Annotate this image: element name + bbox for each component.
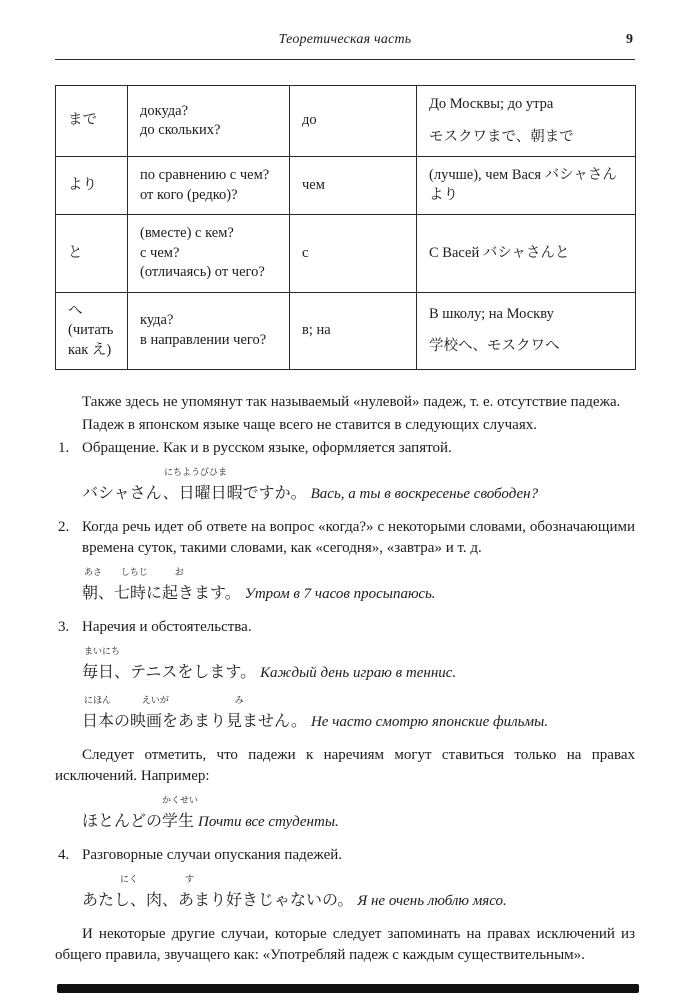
russian-translation: Каждый день играю в теннис. [260, 665, 457, 681]
list-number: 4. [58, 847, 70, 863]
japanese-text: バシャさん、日曜日暇ですか。 [82, 483, 307, 502]
japanese-text: 朝、七時に起きます。 [82, 583, 241, 602]
question-line: по сравнению с чем? [140, 167, 270, 183]
running-title: Теоретическая часть [278, 32, 412, 47]
example-line: С Васей バシャさんと [429, 244, 570, 261]
questions-cell [128, 215, 290, 293]
japanese-example-3c [82, 796, 635, 834]
particles-table [55, 85, 636, 370]
furigana-line [82, 696, 635, 707]
japanese-example-3a [82, 647, 635, 685]
russian-translation: Утром в 7 часов просыпаюсь. [244, 586, 436, 602]
question-line: в направлении чего? [140, 331, 267, 348]
paragraph-adverb-note: Следует отметить, что падежи к наречиям могут ставиться только на правах исключений. Например: [55, 747, 635, 784]
examples-cell [417, 157, 636, 215]
furigana-line [82, 568, 635, 579]
particle-cell [56, 292, 128, 370]
question-line: куда? [140, 312, 174, 329]
questions-cell [128, 157, 290, 215]
japanese-example-4 [82, 875, 635, 913]
example-sentence [82, 581, 635, 606]
case-cell: чем [290, 157, 417, 215]
particle-note: (читать как え) [68, 322, 114, 358]
page-header [55, 32, 635, 52]
page-number: 9 [626, 32, 633, 47]
questions-cell [128, 292, 290, 370]
furigana-line [82, 647, 635, 658]
page-bottom-scan-bar [57, 984, 639, 993]
furigana-segment: しちじ [120, 568, 148, 578]
list-number: 2. [58, 519, 70, 535]
questions-cell [128, 86, 290, 157]
list-item-3 [55, 617, 635, 638]
list-item-2 [55, 517, 635, 559]
japanese-example-3b [82, 696, 635, 734]
japanese-text: ほとんどの学生 [82, 811, 195, 830]
paragraph-intro-cases: Падеж в японском языке чаще всего не ставится в следующих случаях. [82, 417, 537, 433]
example-line: (лучше), чем Вася バシャさん より [429, 167, 617, 203]
example-line: До Москвы; до утра [429, 96, 554, 112]
particle-text: へ [68, 302, 83, 319]
furigana-segment: えいが [141, 696, 169, 706]
furigana-segment: あさ [84, 568, 103, 578]
japanese-text: 毎日、テニスをします。 [82, 662, 257, 681]
question-line: (вместе) с кем? [140, 225, 234, 241]
table-row [56, 157, 636, 215]
furigana-segment: まいにち [84, 647, 121, 657]
russian-translation: Почти все студенты. [198, 814, 339, 830]
example-line: 学校へ、モスクワへ [429, 338, 560, 355]
examples-cell [417, 86, 636, 157]
particle-cell: より [56, 157, 128, 215]
list-item-text: Разговорные случаи опускания падежей. [82, 847, 343, 863]
paragraph-null-case: Также здесь не упомянут так называемый «нулевой» падеж, т. е. отсутствие падежа. [82, 394, 621, 410]
example-sentence [82, 481, 635, 506]
furigana-segment: にちようびひま [164, 468, 228, 478]
table-row [56, 292, 636, 370]
paragraph-closing: И некоторые другие случаи, которые следует запоминать на правах исключений из общего правила, звучащего как: «Употребляй падеж с каждым существительным». [55, 926, 635, 963]
case-cell: с [290, 215, 417, 293]
header-rule [55, 59, 635, 60]
example-line: В школу; на Москву [429, 305, 554, 322]
furigana-segment: かくせい [162, 796, 199, 806]
list-item-text: Когда речь идет об ответе на вопрос «когда?» с некоторыми словами, обозначающими времена суток, такими словами, как «сегодня», «завтра» и т. д. [82, 519, 635, 556]
furigana-line [82, 796, 635, 807]
japanese-example-1 [82, 468, 635, 506]
particle-cell: と [56, 215, 128, 293]
japanese-text: あたし、肉、あまり好きじゃないの。 [82, 890, 354, 909]
russian-translation: Не часто смотрю японские фильмы. [310, 714, 548, 730]
example-sentence [82, 709, 635, 734]
case-cell: в; на [290, 292, 417, 370]
example-sentence [82, 660, 635, 685]
list-item-text: Обращение. Как и в русском языке, оформляется запятой. [82, 440, 452, 456]
japanese-text: 日本の映画をあまり見ません。 [82, 711, 307, 730]
example-sentence [82, 888, 635, 913]
furigana-segment: お [174, 568, 184, 578]
question-line: от кого (редко)? [140, 186, 238, 203]
table-row [56, 86, 636, 157]
furigana-segment: にほん [84, 696, 112, 706]
example-sentence [82, 809, 635, 834]
question-line: (отличаясь) от чего? [140, 264, 265, 280]
body-text [55, 392, 635, 966]
list-item-1 [55, 438, 635, 459]
list-item-4 [55, 845, 635, 866]
examples-cell [417, 215, 636, 293]
question-line: докуда? [140, 102, 189, 119]
list-number: 3. [58, 619, 70, 635]
question-line: до скольких? [140, 122, 221, 138]
russian-translation: Я не очень люблю мясо. [357, 893, 507, 909]
furigana-line [82, 875, 635, 886]
particle-cell: まで [56, 86, 128, 157]
japanese-example-2 [82, 568, 635, 606]
list-item-text: Наречия и обстоятельства. [82, 619, 252, 635]
list-number: 1. [58, 440, 70, 456]
furigana-line [82, 468, 635, 479]
furigana-segment: み [234, 696, 244, 706]
furigana-segment: にく [120, 875, 139, 885]
furigana-segment: す [184, 875, 194, 885]
case-cell: до [290, 86, 417, 157]
examples-cell [417, 292, 636, 370]
question-line: с чем? [140, 244, 180, 261]
table-row [56, 215, 636, 293]
example-line: モスクワまで、朝まで [429, 128, 574, 145]
russian-translation: Вась, а ты в воскресенье свободен? [310, 486, 539, 502]
